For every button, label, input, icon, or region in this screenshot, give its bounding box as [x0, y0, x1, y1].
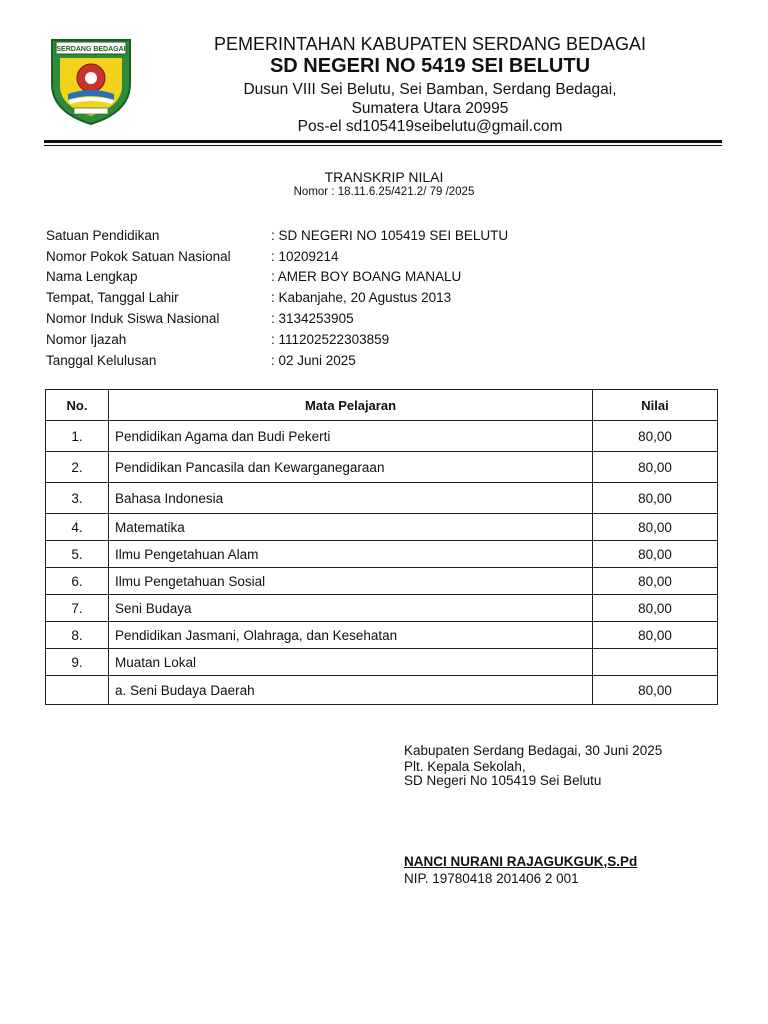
- signature-school: SD Negeri No 105419 Sei Belutu: [404, 773, 602, 788]
- row-score: 80,00: [593, 622, 718, 649]
- row-score: 80,00: [593, 514, 718, 541]
- info-label: Nama Lengkap: [46, 269, 138, 285]
- grades-table: [45, 389, 718, 705]
- info-label: Nomor Pokok Satuan Nasional: [46, 248, 231, 264]
- info-value: : 10209214: [271, 248, 339, 264]
- info-row-birth: [46, 287, 508, 308]
- row-subject: Pendidikan Pancasila dan Kewarganegaraan: [109, 452, 593, 483]
- row-score: 80,00: [593, 595, 718, 622]
- row-number: 2.: [46, 452, 109, 483]
- row-number: 1.: [46, 421, 109, 452]
- row-number: 7.: [46, 595, 109, 622]
- info-label: Satuan Pendidikan: [46, 227, 160, 243]
- signatory-nip: NIP. 19780418 201406 2 001: [404, 871, 579, 886]
- table-row: [46, 483, 718, 514]
- info-row-npsn: [46, 246, 508, 267]
- info-value: : AMER BOY BOANG MANALU: [271, 269, 462, 285]
- row-subject: Matematika: [109, 514, 593, 541]
- signatory-name: NANCI NURANI RAJAGUKGUK,S.Pd: [404, 854, 638, 869]
- info-label: Nomor Induk Siswa Nasional: [46, 311, 220, 327]
- row-number: 8.: [46, 622, 109, 649]
- table-row: [46, 541, 718, 568]
- table-row: [46, 595, 718, 622]
- letterhead-divider-thin: [44, 145, 722, 146]
- info-row-school: [46, 225, 508, 246]
- info-label: Tempat, Tanggal Lahir: [46, 290, 179, 306]
- row-subject: Seni Budaya: [109, 595, 593, 622]
- row-number: [46, 676, 109, 705]
- row-score: 80,00: [593, 676, 718, 705]
- document-title: TRANSKRIP NILAI: [324, 169, 444, 185]
- row-subject: Ilmu Pengetahuan Sosial: [109, 568, 593, 595]
- row-number: 4.: [46, 514, 109, 541]
- row-score: 80,00: [593, 483, 718, 514]
- row-subject: Pendidikan Agama dan Budi Pekerti: [109, 421, 593, 452]
- info-row-graduation-date: [46, 350, 508, 371]
- info-value: : 02 Juni 2025: [271, 352, 356, 368]
- info-value: : 3134253905: [271, 311, 354, 327]
- column-header-subject: Mata Pelajaran: [109, 390, 593, 421]
- info-row-certificate-number: [46, 329, 508, 350]
- table-row: [46, 568, 718, 595]
- row-score: 80,00: [593, 421, 718, 452]
- student-info: [46, 225, 508, 371]
- row-subject: Bahasa Indonesia: [109, 483, 593, 514]
- government-name: PEMERINTAHAN KABUPATEN SERDANG BEDAGAI: [213, 34, 647, 54]
- row-score: [593, 649, 718, 676]
- row-subject: Muatan Lokal: [109, 649, 593, 676]
- row-number: 5.: [46, 541, 109, 568]
- table-row: [46, 622, 718, 649]
- school-address-line1: Dusun VIII Sei Belutu, Sei Bamban, Serdang Bedagai,: [243, 81, 617, 98]
- info-value: : Kabanjahe, 20 Agustus 2013: [271, 290, 452, 306]
- info-row-nisn: [46, 308, 508, 329]
- table-row: [46, 676, 718, 705]
- document-number: Nomor : 18.11.6.25/421.2/ 79 /2025: [293, 186, 475, 198]
- table-row: [46, 649, 718, 676]
- row-score: 80,00: [593, 452, 718, 483]
- logo-banner-text: SERDANG BEDAGAI: [56, 46, 126, 53]
- row-number: 3.: [46, 483, 109, 514]
- row-number: 6.: [46, 568, 109, 595]
- row-number: 9.: [46, 649, 109, 676]
- school-email: Pos-el sd105419seibelutu@gmail.com: [297, 118, 563, 135]
- row-subject: a. Seni Budaya Daerah: [109, 676, 593, 705]
- column-header-no: No.: [46, 390, 109, 421]
- signature-role: Plt. Kepala Sekolah,: [404, 759, 526, 774]
- info-row-full-name: [46, 267, 508, 288]
- signature-place-date: Kabupaten Serdang Bedagai, 30 Juni 2025: [404, 743, 663, 758]
- regency-emblem-logo: [46, 36, 136, 126]
- table-row: [46, 514, 718, 541]
- column-header-score: Nilai: [593, 390, 718, 421]
- row-score: 80,00: [593, 568, 718, 595]
- letterhead-divider-thick: [44, 140, 722, 143]
- info-label: Tanggal Kelulusan: [46, 352, 157, 368]
- school-name: SD NEGERI NO 5419 SEI BELUTU: [269, 55, 591, 77]
- table-header-row: [46, 390, 718, 421]
- table-row: [46, 452, 718, 483]
- row-score: 80,00: [593, 541, 718, 568]
- info-label: Nomor Ijazah: [46, 331, 127, 347]
- info-value: : SD NEGERI NO 105419 SEI BELUTU: [271, 227, 509, 243]
- school-address-line2: Sumatera Utara 20995: [351, 100, 509, 117]
- row-subject: Pendidikan Jasmani, Olahraga, dan Kesehatan: [109, 622, 593, 649]
- row-subject: Ilmu Pengetahuan Alam: [109, 541, 593, 568]
- table-row: [46, 421, 718, 452]
- info-value: : 111202522303859: [271, 331, 390, 347]
